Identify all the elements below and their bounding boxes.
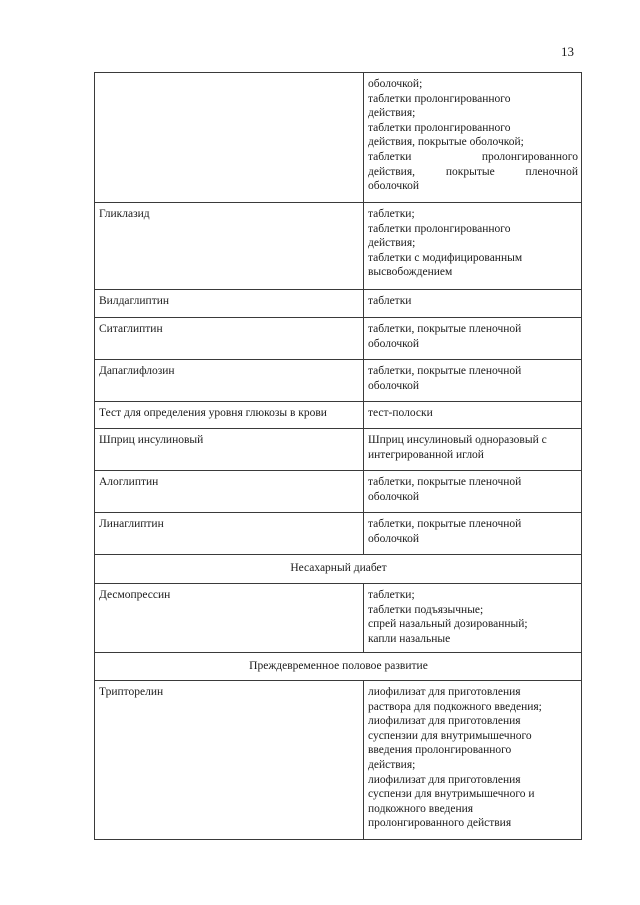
table-row (95, 402, 582, 429)
dosage-form-line: таблетки пролонгированного (368, 92, 511, 105)
dosage-form-line: тест-полоски (368, 407, 433, 419)
drug-name-cell: Тест для определения уровня глюкозы в крови (95, 402, 364, 429)
dosage-form-line: действия, покрытые оболочкой; (368, 136, 524, 149)
dosage-form-line: действия; (368, 758, 416, 771)
dosage-form-cell (364, 429, 582, 471)
dosage-form-cell (364, 402, 582, 429)
section-row (95, 653, 582, 681)
drug-name-cell: Дапаглифлозин (95, 360, 364, 402)
dosage-form-line: Шприц инсулиновый одноразовый с (368, 434, 547, 446)
dosage-form-line: действия; (368, 107, 416, 120)
drug-name-cell: Гликлазид (95, 203, 364, 290)
table-row (95, 290, 582, 318)
dosage-form-line: спрей назальный дозированный; (368, 618, 528, 631)
drug-name-cell: Шприц инсулиновый (95, 429, 364, 471)
dosage-form-line: лиофилизат для приготовления (368, 715, 521, 728)
dosage-form-line: таблетки; (368, 589, 415, 601)
section-title: Несахарный диабет (95, 555, 582, 584)
dosage-form-cell (364, 513, 582, 555)
drug-name-cell (95, 73, 364, 203)
dosage-form-line: таблетки пролонгированного (368, 121, 511, 134)
dosage-form-line: оболочкой (368, 532, 420, 545)
table-row (95, 73, 582, 203)
dosage-form-line: лиофилизат для приготовления (368, 686, 521, 698)
dosage-form-line: суспензи для внутримышечного и (368, 788, 535, 801)
dosage-form-cell (364, 681, 582, 840)
dosage-form-line: таблетки, покрытые пленочной (368, 518, 522, 530)
table-body (95, 73, 582, 840)
dosage-form-line: таблетки пролонгированного (368, 150, 578, 163)
dosage-form-line: таблетки подъязычные; (368, 603, 484, 616)
drug-name-cell: Десмопрессин (95, 584, 364, 653)
dosage-form-line: лиофилизат для приготовления (368, 773, 521, 786)
section-title: Преждевременное половое развитие (95, 653, 582, 681)
dosage-form-cell (364, 318, 582, 360)
dosage-form-line: таблетки пролонгированного (368, 222, 511, 235)
dosage-form-line: оболочкой (368, 337, 420, 350)
drug-name-cell: Ситаглиптин (95, 318, 364, 360)
dosage-form-line: интегрированной иглой (368, 448, 484, 461)
table-row (95, 203, 582, 290)
table-row (95, 318, 582, 360)
dosage-form-line: таблетки с модифицированным (368, 251, 523, 264)
section-row (95, 555, 582, 584)
dosage-form-line: таблетки, покрытые пленочной (368, 323, 522, 335)
dosage-form-line: оболочкой (368, 379, 420, 392)
dosage-form-cell (364, 584, 582, 653)
drug-table (94, 72, 582, 840)
dosage-form-line: подкожного введения (368, 802, 474, 815)
dosage-form-line: пролонгированного действия (368, 817, 512, 830)
table-row (95, 429, 582, 471)
drug-name-cell: Трипторелин (95, 681, 364, 840)
dosage-form-line: таблетки; (368, 208, 415, 220)
dosage-form-line: капли назальные (368, 632, 451, 645)
dosage-form-cell (364, 360, 582, 402)
dosage-form-cell (364, 203, 582, 290)
dosage-form-cell (364, 290, 582, 318)
dosage-form-line: оболочкой (368, 490, 420, 503)
dosage-form-line: таблетки (368, 295, 412, 307)
table-row (95, 513, 582, 555)
table-row (95, 584, 582, 653)
dosage-form-line: суспензии для внутримышечного (368, 729, 532, 742)
table-row (95, 360, 582, 402)
dosage-form-cell (364, 471, 582, 513)
dosage-form-line: действия, покрытые пленочной (368, 165, 578, 178)
dosage-form-line: оболочкой (368, 180, 420, 193)
drug-name-cell: Вилдаглиптин (95, 290, 364, 318)
dosage-form-line: оболочкой; (368, 78, 423, 90)
drug-name-cell: Линаглиптин (95, 513, 364, 555)
dosage-form-line: действия; (368, 237, 416, 250)
dosage-form-line: высвобождением (368, 266, 453, 279)
dosage-form-line: введения пролонгированного (368, 744, 512, 757)
dosage-form-cell (364, 73, 582, 203)
drug-name-cell: Алоглиптин (95, 471, 364, 513)
dosage-form-line: таблетки, покрытые пленочной (368, 476, 522, 488)
dosage-form-line: таблетки, покрытые пленочной (368, 365, 522, 377)
page-number: 13 (561, 44, 574, 59)
table-row (95, 471, 582, 513)
table-row (95, 681, 582, 840)
dosage-form-line: раствора для подкожного введения; (368, 700, 542, 713)
